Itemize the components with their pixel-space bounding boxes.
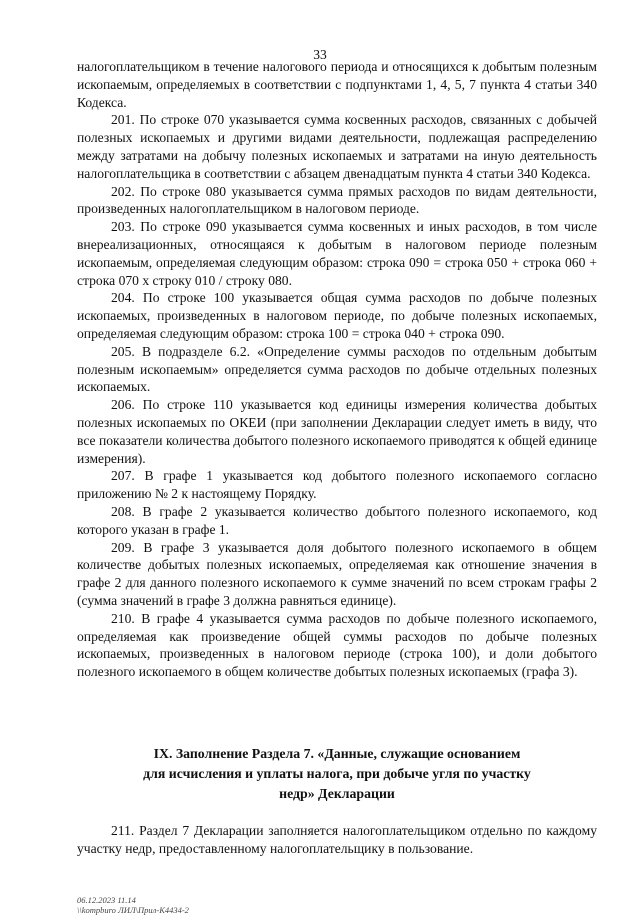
heading-line-2: для исчисления и уплаты налога, при добыче угля по участку xyxy=(143,766,531,781)
paragraph-211: 211. Раздел 7 Декларации заполняется налогоплательщиком отдельно по каждому участку недр, предоставленному налогоплательщику в пользование. xyxy=(77,823,597,856)
footer-path: \\kompburo ЛИЛ\Прил-К4434-2 xyxy=(77,905,189,915)
heading-line-1: IX. Заполнение Раздела 7. «Данные, служащие основанием xyxy=(153,746,521,761)
paragraph-208: 208. В графе 2 указывается количество добытого полезного ископаемого, код которого указан в графе 1. xyxy=(77,503,597,537)
paragraph-continuation: налогоплательщиком в течение налогового периода и относящихся к добытым полезным ископаемым, определяемых в соответствии с подпунктами 1, 4, 5, 7 пункта 4 статьи 340 Кодекса. xyxy=(77,59,597,110)
paragraph-202: 202. По строке 080 указывается сумма прямых расходов по видам деятельности, произведенных налогоплательщиком в налоговом периоде. xyxy=(77,183,597,217)
paragraph-203: 203. По строке 090 указывается сумма косвенных и иных расходов, в том числе внереализационных, относящаяся к добытым в налоговом периоде полезным ископаемым, определяемая следующим образом: строка 090 = строка 050 + строка 060 + строка 070 х строку 010 / строку 080. xyxy=(77,219,597,288)
paragraph-201: 201. По строке 070 указывается сумма косвенных расходов, связанных с добычей полезных ископаемых и другими видами деятельности, подлежащая распределению между затратами на добычу полезных ископаемых и затратами на иную деятельность налогоплательщика в соответствии с абзацем двенадцатым пункта 4 статьи 340 Кодекса. xyxy=(77,112,597,181)
heading-line-3: недр» Декларации xyxy=(279,786,395,801)
paragraph-207: 207. В графе 1 указывается код добытого полезного ископаемого согласно приложению № 2 к настоящему Порядку. xyxy=(77,468,597,502)
page-number: 33 xyxy=(313,47,327,62)
paragraph-206: 206. По строке 110 указывается код единицы измерения количества добытых полезных ископаемых по ОКЕИ (при заполнении Декларации следует иметь в виду, что все показатели количества добытого полезного ископаемого приводятся к общей единице измерения). xyxy=(77,397,597,466)
paragraph-209: 209. В графе 3 указывается доля добытого полезного ископаемого в общем количестве добытых полезных ископаемых, определяемая как отношение значения в графе 2 для данного полезного ископаемого к сумме значений по всем строкам графы 2 (сумма значений в графе 3 должна равняться единице). xyxy=(77,539,597,608)
paragraph-204: 204. По строке 100 указывается общая сумма расходов по добыче полезных ископаемых, произведенных в налоговом периоде, по добыче полезных ископаемых, определяемая следующим образом: строка 100 = строка 040 + строка 090. xyxy=(77,290,597,341)
paragraph-210: 210. В графе 4 указывается сумма расходов по добыче полезного ископаемого, определяемая как произведение общей суммы расходов по добыче полезных ископаемых, произведенных в налоговом периоде (строка 100), и доли добытого полезного ископаемого в общем количестве добытых полезных ископаемых (графа 3). xyxy=(77,610,597,680)
footer-date: 06.12.2023 11.14 xyxy=(77,895,136,905)
body-text xyxy=(77,58,597,681)
footer-stamp xyxy=(77,895,189,915)
paragraph-205: 205. В подразделе 6.2. «Определение суммы расходов по отдельным добытым полезным ископаемым» определяется сумма расходов по добыче отдельных полезных ископаемых. xyxy=(77,343,597,395)
section-heading xyxy=(77,744,597,804)
